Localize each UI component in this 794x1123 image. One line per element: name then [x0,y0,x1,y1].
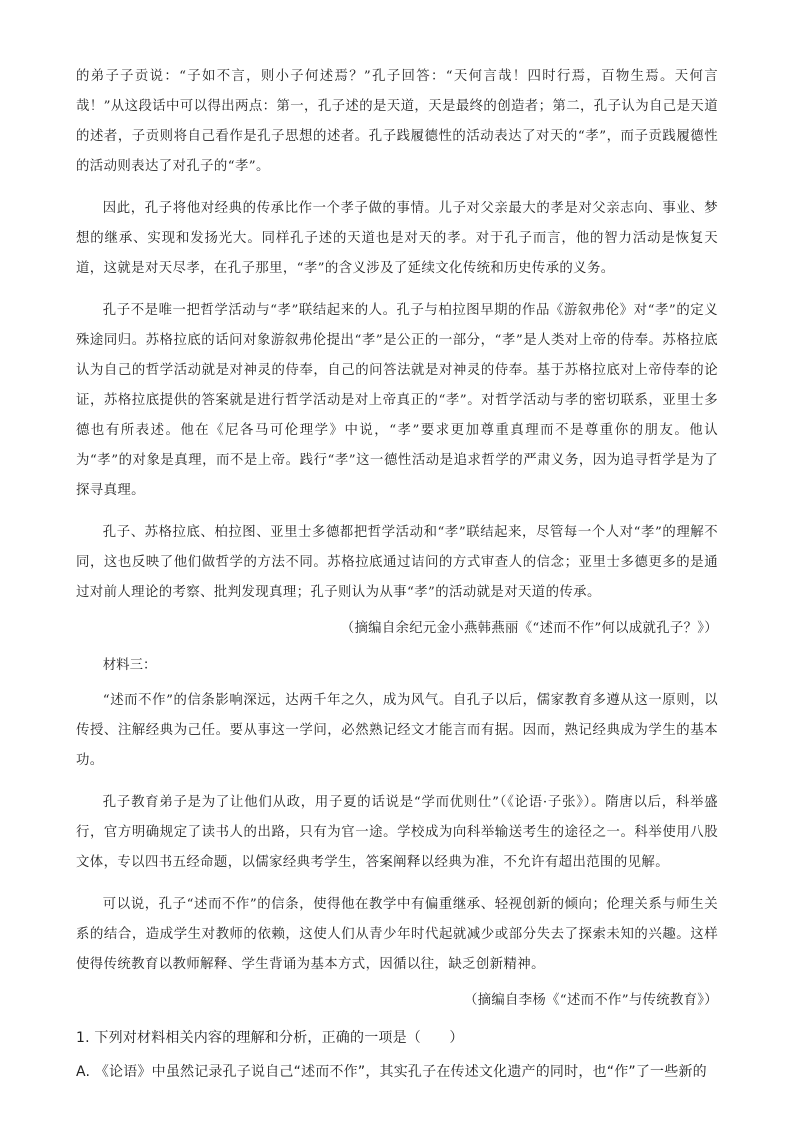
text-block [76,62,718,1086]
paragraph-3: 孔子不是唯一把哲学活动与“孝”联结起来的人。孔子与柏拉图早期的作品《游叙弗伦》对“孝”的定义殊途同归。苏格拉底的话问对象游叙弗伦提出“孝”是公正的一部分，“孝”是人类对上帝的侍奉。苏格拉底认为自己的哲学活动就是对神灵的侍奉，自己的问答法就是对神灵的侍奉。基于苏格拉底对上帝侍奉的论证，苏格拉底提供的答案就是进行哲学活动是对上帝真正的“孝”。对哲学活动与孝的密切联系，亚里士多德也有所表述。他在《尼各马可伦理学》中说，“孝”要求更加尊重真理而不是尊重你的朋友。他认为“孝”的对象是真理，而不是上帝。践行“孝”这一德性活动是追求哲学的严肃义务，因为追寻哲学是为了探寻真理。 [76,303,718,498]
material-3-paragraph-2: 孔子教育弟子是为了让他们从政，用子夏的话说是“学而优则仕”（《论语·子张》）。隋唐以后，科举盛行，官方明确规定了读书人的出路，只有为官一途。学校成为向科举输送考生的途径之一。科举使用八股文体，专以四书五经命题，以儒家经典考学生，答案阐释以经典为准，不允许有超出范围的见解。 [76,795,718,870]
paragraph-1: 的弟子子贡说：“子如不言，则小子何述焉？”孔子回答：“天何言哉！四时行焉，百物生焉。天何言哉！”从这段话中可以得出两点：第一，孔子述的是天道，天是最终的创造者；第二，孔子认为自己是天道的述者，子贡则将自己看作是孔子思想的述者。孔子践履德性的活动表达了对天的“孝”，而子贡践履德性的活动则表达了对孔子的“孝”。 [76,69,718,174]
option-a: A. 《论语》中虽然记录孔子说自己“述而不作”，其实孔子在传述文化遗产的同时，也“作”了一些新的 [76,1064,707,1080]
source-citation-2: （摘编自李杨《“述而不作”与传统教育》） [463,993,718,1008]
paragraph-4: 孔子、苏格拉底、柏拉图、亚里士多德都把哲学活动和“孝”联结起来，尽管每一个人对“孝”的理解不同，这也反映了他们做哲学的方法不同。苏格拉底通过诘问的方式审查人的信念；亚里士多德更多的是通过对前人理论的考察、批判发现真理；孔子则认为从事“孝”的活动就是对天道的传承。 [76,525,718,600]
paragraph-2: 因此，孔子将他对经典的传承比作一个孝子做的事情。儿子对父亲最大的孝是对父亲志向、事业、梦想的继承、实现和发扬光大。同样孔子述的天道也是对天的孝。对于孔子而言，他的智力活动是恢复天道，这就是对天尽孝，在孔子那里，“孝”的含义涉及了延续文化传统和历史传承的义务。 [76,201,718,276]
question-1: 1. 下列对材料相关内容的理解和分析，正确的一项是（ ） [76,1030,464,1046]
material-3-paragraph-1: “述而不作”的信条影响深远，达两千年之久，成为风气。自孔子以后，儒家教育多遵从这一原则，以传授、注解经典为己任。要从事这一学问，必然熟记经文才能言而有据。因而，熟记经典成为学生的基本功。 [76,693,718,768]
material-3-heading: 材料三： [102,658,157,673]
material-3-paragraph-3: 可以说，孔子“述而不作”的信条，使得他在教学中有偏重继承、轻视创新的倾向；伦理关系与师生关系的结合，造成学生对教师的依赖，这使人们从青少年时代起就减少或部分失去了探索未知的兴趣。这样使得传统教育以教师解释、学生背诵为基本方式，因循以往，缺乏创新精神。 [76,897,718,972]
source-citation-1: （摘编自余纪元金小燕韩燕丽《“述而不作”何以成就孔子？》） [340,621,718,636]
